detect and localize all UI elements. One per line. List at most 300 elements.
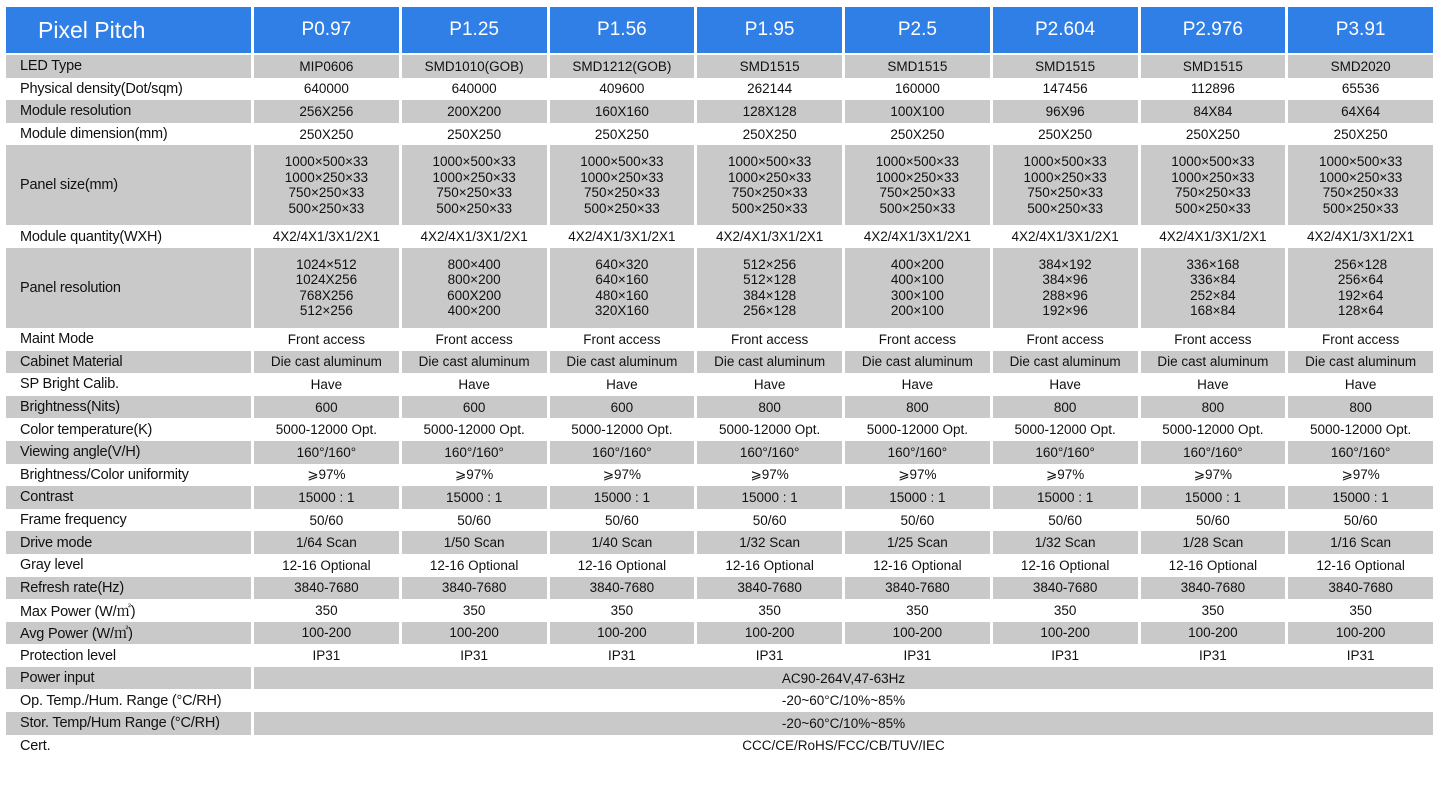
spec-label: Color temperature(K): [6, 418, 254, 441]
spec-value: 5000-12000 Opt.: [402, 418, 550, 441]
spec-label: Op. Temp./Hum. Range (°C/RH): [6, 689, 254, 712]
spec-value: 15000 : 1: [845, 486, 993, 509]
spec-value: 100-200: [1288, 622, 1436, 645]
spec-label: Avg Power (W/㎡): [6, 622, 254, 645]
spec-label: Module quantity(WXH): [6, 225, 254, 248]
spec-value-line: 384×192: [1038, 256, 1092, 272]
spec-value: ⩾97%: [697, 464, 845, 487]
spec-value: 12-16 Optional: [845, 554, 993, 577]
spec-label: Panel size(mm): [6, 145, 254, 225]
spec-row: [6, 622, 1436, 645]
spec-value: SMD2020: [1288, 55, 1436, 78]
spec-value: 100X100: [845, 100, 993, 123]
spec-row: [6, 644, 1436, 667]
spec-value-line: 400×100: [890, 272, 944, 288]
spec-value: [550, 248, 698, 328]
spec-value: 12-16 Optional: [993, 554, 1141, 577]
spec-value-line: 600X200: [447, 287, 502, 303]
spec-value: ⩾97%: [1141, 464, 1289, 487]
spec-value: ⩾97%: [993, 464, 1141, 487]
spec-value: 160°/160°: [550, 441, 698, 464]
spec-value: IP31: [1141, 644, 1289, 667]
spec-label: Cert.: [6, 735, 254, 758]
spec-value-line: 750×250×33: [879, 185, 956, 201]
model-header-cell: P2.604: [993, 7, 1141, 55]
spec-row: [6, 712, 1436, 735]
spec-value: 50/60: [550, 509, 698, 532]
spec-value: 160°/160°: [254, 441, 402, 464]
spec-value-line: 512×256: [743, 256, 797, 272]
spec-value: [254, 145, 402, 225]
spec-value-line: 1000×500×33: [580, 154, 664, 170]
spec-value: 600: [402, 396, 550, 419]
spec-value-line: 384×96: [1042, 272, 1088, 288]
spec-value: 12-16 Optional: [402, 554, 550, 577]
spec-value: 64X64: [1288, 100, 1436, 123]
spec-row: [6, 554, 1436, 577]
spec-value: 1/16 Scan: [1288, 531, 1436, 554]
spec-value-line: 750×250×33: [288, 185, 365, 201]
spec-value-line: 768X256: [299, 287, 354, 303]
spec-value: 3840-7680: [1288, 577, 1436, 600]
spec-value-span: -20~60°C/10%~85%: [254, 712, 1436, 735]
spec-value: 1/28 Scan: [1141, 531, 1289, 554]
spec-value: 50/60: [1141, 509, 1289, 532]
spec-value: 3840-7680: [550, 577, 698, 600]
spec-value: Have: [845, 373, 993, 396]
spec-value: ⩾97%: [254, 464, 402, 487]
spec-value: 12-16 Optional: [550, 554, 698, 577]
spec-value-line: 750×250×33: [1027, 185, 1104, 201]
spec-value: 3840-7680: [845, 577, 993, 600]
spec-row: [6, 418, 1436, 441]
spec-label: Contrast: [6, 486, 254, 509]
spec-value-line: 1000×250×33: [875, 169, 960, 185]
spec-value: Die cast aluminum: [993, 351, 1141, 374]
spec-value: 15000 : 1: [402, 486, 550, 509]
spec-value: 250X250: [550, 123, 698, 146]
spec-value: SMD1010(GOB): [402, 55, 550, 78]
spec-value-line: 256×128: [743, 303, 797, 319]
spec-value-line: 500×250×33: [436, 200, 513, 216]
spec-value-line: 1000×250×33: [1318, 169, 1403, 185]
spec-value: 250X250: [1141, 123, 1289, 146]
spec-value-line: 640×160: [595, 272, 649, 288]
spec-value: ⩾97%: [1288, 464, 1436, 487]
spec-value: 800: [1288, 396, 1436, 419]
spec-value: 4X2/4X1/3X1/2X1: [845, 225, 993, 248]
model-header-cell: P1.25: [402, 7, 550, 55]
spec-value: 5000-12000 Opt.: [993, 418, 1141, 441]
spec-value: [402, 248, 550, 328]
spec-row: [6, 328, 1436, 351]
model-header-cell: P3.91: [1288, 7, 1436, 55]
spec-value: 15000 : 1: [1141, 486, 1289, 509]
model-header-cell: P2.976: [1141, 7, 1289, 55]
spec-value: 256X256: [254, 100, 402, 123]
spec-value: ⩾97%: [845, 464, 993, 487]
spec-value: 160°/160°: [993, 441, 1141, 464]
spec-value: 12-16 Optional: [1288, 554, 1436, 577]
spec-value-line: 640×320: [595, 256, 649, 272]
spec-value: 50/60: [697, 509, 845, 532]
spec-label: Maint Mode: [6, 328, 254, 351]
spec-row: [6, 248, 1436, 328]
spec-value: Front access: [402, 328, 550, 351]
spec-value: 1/32 Scan: [697, 531, 845, 554]
spec-value: 100-200: [845, 622, 993, 645]
spec-value: IP31: [993, 644, 1141, 667]
spec-row: [6, 351, 1436, 374]
spec-value: 100-200: [254, 622, 402, 645]
spec-row: [6, 396, 1436, 419]
spec-value: 4X2/4X1/3X1/2X1: [1288, 225, 1436, 248]
spec-value: 147456: [993, 78, 1141, 101]
spec-label: LED Type: [6, 55, 254, 78]
spec-value: 160°/160°: [402, 441, 550, 464]
spec-value: 12-16 Optional: [697, 554, 845, 577]
spec-row: [6, 373, 1436, 396]
spec-label: Refresh rate(Hz): [6, 577, 254, 600]
spec-value: IP31: [697, 644, 845, 667]
spec-value-line: 750×250×33: [1322, 185, 1399, 201]
spec-value-line: 750×250×33: [731, 185, 808, 201]
spec-value: 250X250: [402, 123, 550, 146]
spec-value: 65536: [1288, 78, 1436, 101]
spec-value-span: -20~60°C/10%~85%: [254, 689, 1436, 712]
spec-value: [550, 145, 698, 225]
spec-value: 50/60: [254, 509, 402, 532]
spec-value: Front access: [993, 328, 1141, 351]
spec-value-line: 1000×500×33: [1023, 154, 1107, 170]
spec-label: Gray level: [6, 554, 254, 577]
spec-value-span: CCC/CE/RoHS/FCC/CB/TUV/IEC: [254, 735, 1436, 758]
spec-value-line: 288×96: [1042, 287, 1088, 303]
spec-value-span: AC90-264V,47-63Hz: [254, 667, 1436, 690]
spec-value: 5000-12000 Opt.: [550, 418, 698, 441]
spec-value: IP31: [1288, 644, 1436, 667]
spec-row: [6, 123, 1436, 146]
spec-value-line: 1000×500×33: [432, 154, 516, 170]
spec-value: 160°/160°: [697, 441, 845, 464]
spec-value: SMD1515: [845, 55, 993, 78]
spec-value-line: 500×250×33: [288, 200, 365, 216]
spec-value-line: 800×400: [447, 256, 501, 272]
spec-value: 640000: [254, 78, 402, 101]
spec-value: [1288, 145, 1436, 225]
spec-value-line: 1000×500×33: [1171, 154, 1255, 170]
spec-value: 409600: [550, 78, 698, 101]
spec-value: MIP0606: [254, 55, 402, 78]
spec-label: Module dimension(mm): [6, 123, 254, 146]
spec-value: [1141, 145, 1289, 225]
spec-value: 800: [1141, 396, 1289, 419]
spec-value: 3840-7680: [254, 577, 402, 600]
spec-value: 128X128: [697, 100, 845, 123]
spec-value: SMD1515: [697, 55, 845, 78]
spec-value: Have: [993, 373, 1141, 396]
model-header-cell: P1.95: [697, 7, 845, 55]
spec-value: 112896: [1141, 78, 1289, 101]
spec-value: 350: [550, 599, 698, 622]
spec-value-line: 200×100: [890, 303, 944, 319]
spec-value-line: 500×250×33: [1322, 200, 1399, 216]
spec-row: [6, 145, 1436, 225]
spec-value-line: 750×250×33: [1174, 185, 1251, 201]
spec-value: 350: [1288, 599, 1436, 622]
spec-value: 250X250: [697, 123, 845, 146]
spec-value: 800: [697, 396, 845, 419]
spec-value-line: 1000×500×33: [284, 154, 369, 170]
spec-value: 1/32 Scan: [993, 531, 1141, 554]
spec-label: Drive mode: [6, 531, 254, 554]
spec-label: Module resolution: [6, 100, 254, 123]
spec-value: 15000 : 1: [697, 486, 845, 509]
spec-value-line: 500×250×33: [731, 200, 808, 216]
spec-value: 5000-12000 Opt.: [697, 418, 845, 441]
spec-value: 5000-12000 Opt.: [1288, 418, 1436, 441]
spec-value: 1/64 Scan: [254, 531, 402, 554]
spec-value-line: 1000×500×33: [875, 154, 960, 170]
spec-value-line: 500×250×33: [1174, 200, 1251, 216]
spec-value-line: 750×250×33: [436, 185, 513, 201]
spec-value: ⩾97%: [402, 464, 550, 487]
spec-row: [6, 55, 1436, 78]
header-row: [6, 7, 1436, 55]
spec-value: 50/60: [845, 509, 993, 532]
spec-value-line: 480×160: [595, 287, 649, 303]
spec-table: [6, 7, 1436, 757]
spec-value: 800: [993, 396, 1141, 419]
spec-value: [1288, 248, 1436, 328]
spec-value: 4X2/4X1/3X1/2X1: [254, 225, 402, 248]
spec-value: 50/60: [993, 509, 1141, 532]
spec-value-line: 1000×500×33: [727, 154, 812, 170]
spec-value-line: 192×64: [1337, 287, 1384, 303]
spec-value: 4X2/4X1/3X1/2X1: [550, 225, 698, 248]
spec-value: 250X250: [254, 123, 402, 146]
spec-value: 50/60: [1288, 509, 1436, 532]
spec-value: Die cast aluminum: [550, 351, 698, 374]
spec-label: Power input: [6, 667, 254, 690]
spec-value-line: 1000×250×33: [432, 169, 516, 185]
spec-value: 350: [845, 599, 993, 622]
spec-value: 1/50 Scan: [402, 531, 550, 554]
spec-row: [6, 441, 1436, 464]
spec-row: [6, 100, 1436, 123]
spec-value: 160X160: [550, 100, 698, 123]
spec-row: [6, 225, 1436, 248]
spec-value: 250X250: [845, 123, 993, 146]
spec-value: [993, 248, 1141, 328]
spec-row: [6, 78, 1436, 101]
spec-value: 5000-12000 Opt.: [845, 418, 993, 441]
spec-value: Have: [254, 373, 402, 396]
spec-value-line: 320X160: [594, 303, 649, 319]
spec-value: Front access: [1288, 328, 1436, 351]
spec-value: SMD1515: [1141, 55, 1289, 78]
spec-value: 640000: [402, 78, 550, 101]
spec-value: Have: [697, 373, 845, 396]
spec-value: 3840-7680: [402, 577, 550, 600]
spec-value-line: 300×100: [890, 287, 944, 303]
spec-label: Viewing angle(V/H): [6, 441, 254, 464]
spec-row: [6, 531, 1436, 554]
spec-value-line: 1024×512: [296, 256, 357, 272]
spec-value-line: 800×200: [447, 272, 501, 288]
spec-label: Max Power (W/㎡): [6, 599, 254, 622]
spec-value-line: 256×128: [1334, 256, 1388, 272]
spec-value: 3840-7680: [993, 577, 1141, 600]
spec-value: [697, 145, 845, 225]
spec-value-line: 128×64: [1337, 303, 1384, 319]
spec-value-line: 400×200: [447, 303, 501, 319]
spec-value-line: 1000×250×33: [727, 169, 812, 185]
spec-value: 350: [1141, 599, 1289, 622]
spec-value: 160°/160°: [845, 441, 993, 464]
spec-value: 250X250: [1288, 123, 1436, 146]
spec-value: 12-16 Optional: [1141, 554, 1289, 577]
spec-value-line: 336×168: [1186, 256, 1240, 272]
spec-value: 4X2/4X1/3X1/2X1: [1141, 225, 1289, 248]
spec-value: 12-16 Optional: [254, 554, 402, 577]
spec-label: SP Bright Calib.: [6, 373, 254, 396]
spec-value: 160000: [845, 78, 993, 101]
spec-value: Die cast aluminum: [845, 351, 993, 374]
spec-value: ⩾97%: [550, 464, 698, 487]
spec-value: 600: [254, 396, 402, 419]
spec-value-line: 256×64: [1337, 272, 1384, 288]
spec-value: 4X2/4X1/3X1/2X1: [993, 225, 1141, 248]
spec-label: Protection level: [6, 644, 254, 667]
spec-value: Front access: [254, 328, 402, 351]
spec-value-line: 336×84: [1190, 272, 1236, 288]
spec-value: Have: [1141, 373, 1289, 396]
spec-row: [6, 689, 1436, 712]
spec-value: [845, 248, 993, 328]
spec-value: Die cast aluminum: [697, 351, 845, 374]
spec-value-line: 1000×250×33: [580, 169, 664, 185]
spec-value: 100-200: [1141, 622, 1289, 645]
spec-value: 350: [993, 599, 1141, 622]
spec-value-line: 400×200: [890, 256, 944, 272]
spec-value: [993, 145, 1141, 225]
spec-value: 160°/160°: [1141, 441, 1289, 464]
spec-value: SMD1212(GOB): [550, 55, 698, 78]
spec-value: [1141, 248, 1289, 328]
spec-value: Die cast aluminum: [254, 351, 402, 374]
spec-value: 15000 : 1: [254, 486, 402, 509]
spec-label: Panel resolution: [6, 248, 254, 328]
spec-value: 800: [845, 396, 993, 419]
spec-value: Front access: [697, 328, 845, 351]
spec-value: IP31: [254, 644, 402, 667]
spec-value-line: 1000×250×33: [1023, 169, 1107, 185]
spec-value-line: 1024X256: [295, 272, 358, 288]
spec-value: 100-200: [402, 622, 550, 645]
spec-value: 5000-12000 Opt.: [1141, 418, 1289, 441]
spec-value: 100-200: [697, 622, 845, 645]
pixel-pitch-header: Pixel Pitch: [6, 7, 254, 55]
spec-value: IP31: [402, 644, 550, 667]
spec-value: 15000 : 1: [1288, 486, 1436, 509]
model-header-cell: P2.5: [845, 7, 993, 55]
spec-value: Front access: [845, 328, 993, 351]
spec-value: 350: [697, 599, 845, 622]
spec-value: 5000-12000 Opt.: [254, 418, 402, 441]
spec-value-line: 1000×250×33: [1171, 169, 1255, 185]
spec-value: 3840-7680: [697, 577, 845, 600]
spec-value-line: 168×84: [1190, 303, 1236, 319]
spec-label: Cabinet Material: [6, 351, 254, 374]
spec-value: Front access: [550, 328, 698, 351]
spec-value: 3840-7680: [1141, 577, 1289, 600]
spec-value-line: 1000×500×33: [1318, 154, 1403, 170]
spec-value: 200X200: [402, 100, 550, 123]
spec-row: [6, 577, 1436, 600]
spec-value: Die cast aluminum: [1141, 351, 1289, 374]
spec-value-line: 512×256: [299, 303, 353, 319]
spec-label: Brightness(Nits): [6, 396, 254, 419]
spec-value: 262144: [697, 78, 845, 101]
spec-value: [845, 145, 993, 225]
spec-row: [6, 464, 1436, 487]
spec-value: 4X2/4X1/3X1/2X1: [697, 225, 845, 248]
spec-value: SMD1515: [993, 55, 1141, 78]
spec-row: [6, 486, 1436, 509]
spec-row: [6, 667, 1436, 690]
spec-row: [6, 509, 1436, 532]
spec-value: 600: [550, 396, 698, 419]
spec-label: Stor. Temp/Hum Range (°C/RH): [6, 712, 254, 735]
spec-value: 350: [254, 599, 402, 622]
spec-value: Have: [550, 373, 698, 396]
spec-value: Have: [1288, 373, 1436, 396]
model-header-cell: P0.97: [254, 7, 402, 55]
spec-value: 1/40 Scan: [550, 531, 698, 554]
spec-value: 350: [402, 599, 550, 622]
spec-value: [254, 248, 402, 328]
spec-value: 1/25 Scan: [845, 531, 993, 554]
spec-value-line: 1000×250×33: [284, 169, 369, 185]
spec-value: Die cast aluminum: [1288, 351, 1436, 374]
spec-label: Physical density(Dot/sqm): [6, 78, 254, 101]
spec-value: 15000 : 1: [550, 486, 698, 509]
spec-value-line: 192×96: [1042, 303, 1088, 319]
spec-value: 15000 : 1: [993, 486, 1141, 509]
spec-value: 100-200: [993, 622, 1141, 645]
spec-value-line: 500×250×33: [879, 200, 956, 216]
spec-value: 50/60: [402, 509, 550, 532]
spec-value-line: 384×128: [743, 287, 797, 303]
spec-value: 4X2/4X1/3X1/2X1: [402, 225, 550, 248]
spec-body: [6, 55, 1436, 757]
spec-value: 96X96: [993, 100, 1141, 123]
spec-value: Have: [402, 373, 550, 396]
spec-row: [6, 599, 1436, 622]
spec-value: 84X84: [1141, 100, 1289, 123]
spec-value: Front access: [1141, 328, 1289, 351]
spec-row: [6, 735, 1436, 758]
spec-value: IP31: [550, 644, 698, 667]
spec-value-line: 252×84: [1190, 287, 1236, 303]
spec-value: IP31: [845, 644, 993, 667]
spec-value-line: 512×128: [743, 272, 797, 288]
spec-value-line: 500×250×33: [583, 200, 660, 216]
spec-value: Die cast aluminum: [402, 351, 550, 374]
spec-value: 250X250: [993, 123, 1141, 146]
spec-label: Frame frequency: [6, 509, 254, 532]
